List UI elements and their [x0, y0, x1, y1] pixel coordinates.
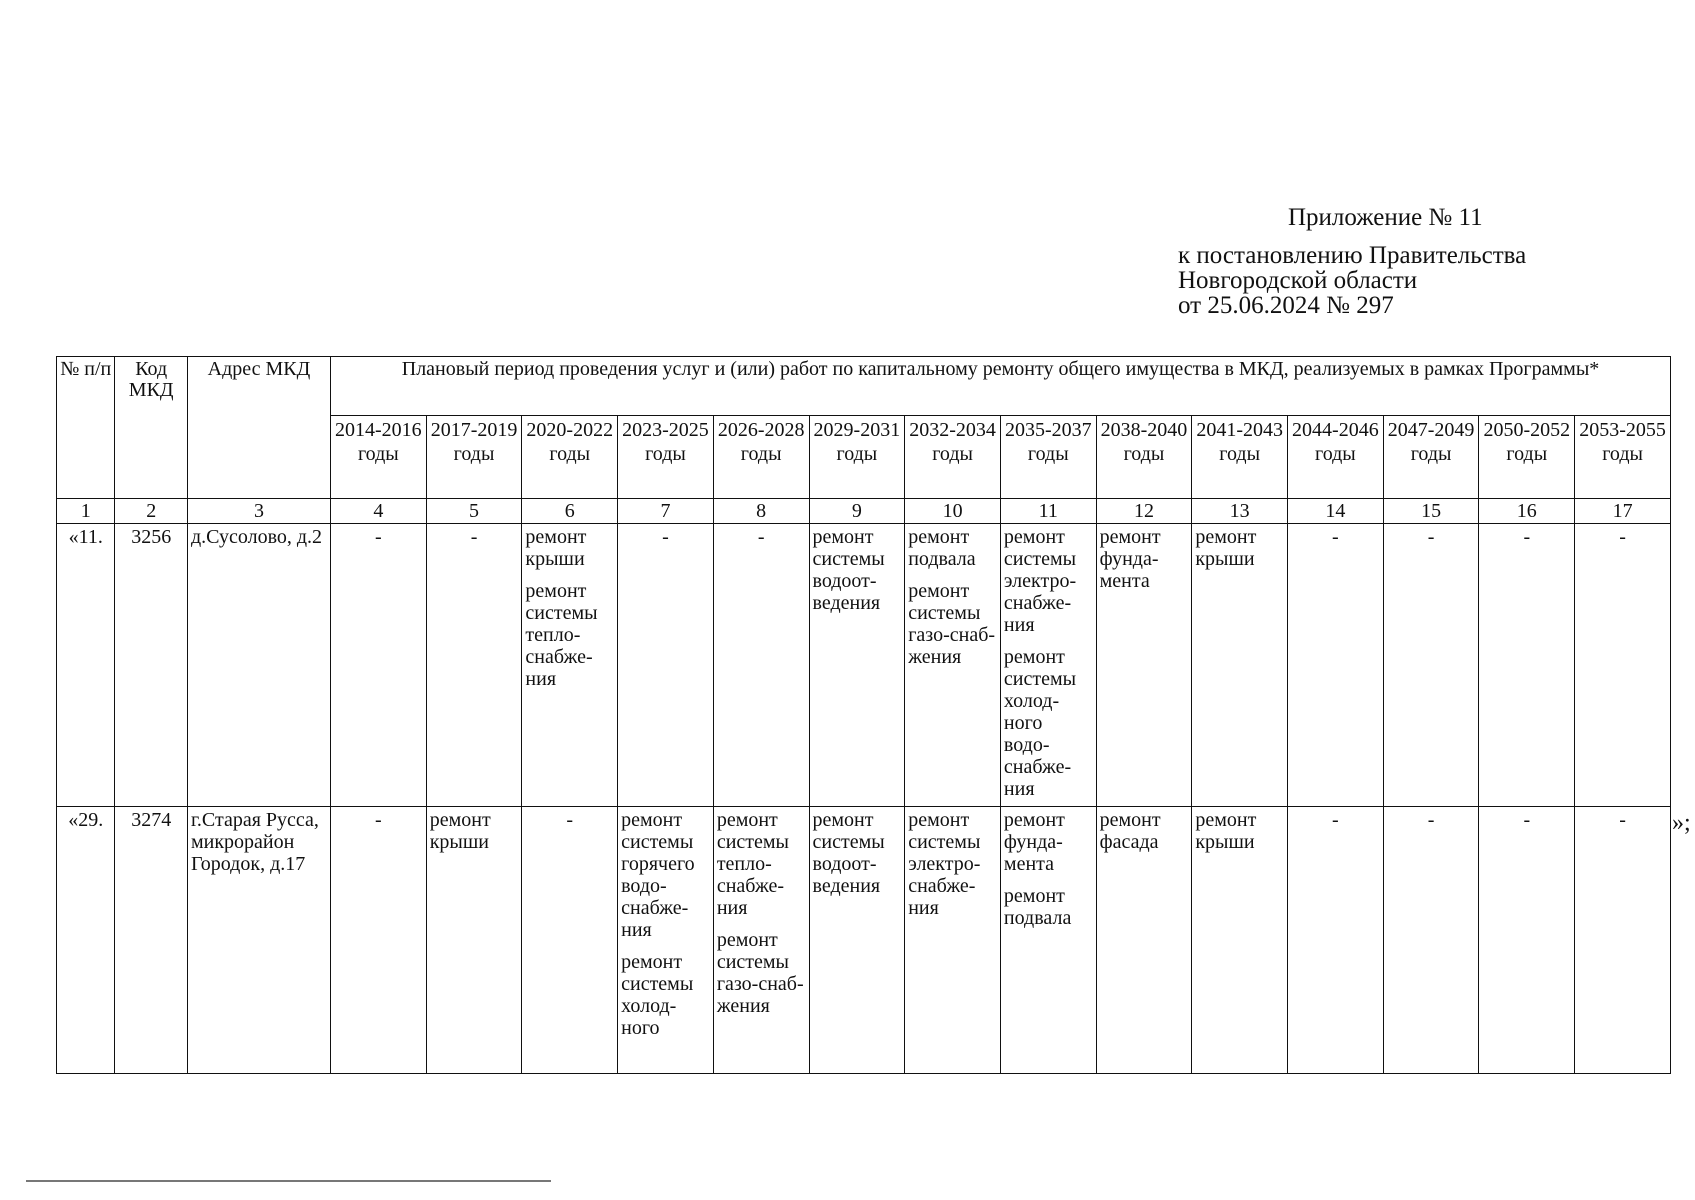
- work-item: ремонт крыши: [525, 526, 587, 570]
- year-header: 2026-2028 годы: [713, 416, 809, 499]
- column-number: 9: [809, 499, 905, 524]
- no-work-dash: -: [1619, 809, 1626, 831]
- work-cell: [522, 524, 618, 807]
- column-number: 7: [618, 499, 714, 524]
- footer-divider: [26, 1180, 551, 1182]
- work-item: ремонт фунда-мента: [1099, 526, 1161, 592]
- column-number: 17: [1575, 499, 1671, 524]
- table-row: [57, 524, 1671, 807]
- no-work-dash: -: [1332, 809, 1339, 831]
- col-header-address: Адрес МКД: [187, 357, 330, 499]
- column-number: 10: [905, 499, 1001, 524]
- year-header: 2032-2034 годы: [905, 416, 1001, 499]
- column-number: 5: [426, 499, 522, 524]
- column-number: 15: [1383, 499, 1479, 524]
- no-work-dash: -: [566, 809, 574, 831]
- column-number: 3: [187, 499, 330, 524]
- year-header: 2023-2025 годы: [618, 416, 714, 499]
- work-cell: [1192, 524, 1288, 807]
- header-line-1: к постановлению Правительства: [1178, 242, 1527, 269]
- column-number: 2: [115, 499, 188, 524]
- building-address: г.Старая Русса, микрорайон Городок, д.17: [187, 807, 330, 1074]
- work-item: ремонт системы водоот-ведения: [812, 526, 885, 614]
- year-header: 2014-2016 годы: [331, 416, 427, 499]
- column-number: 6: [522, 499, 618, 524]
- work-cell: [809, 807, 905, 1074]
- year-header: 2020-2022 годы: [522, 416, 618, 499]
- work-item: ремонт системы холод-ного водо-снабже-ния: [1003, 646, 1077, 800]
- work-item: ремонт системы водоот-ведения: [812, 809, 885, 897]
- work-cell: [522, 807, 618, 1074]
- column-number: 11: [1000, 499, 1096, 524]
- header-line-3: от 25.06.2024 № 297: [1178, 292, 1394, 319]
- work-item: ремонт фунда-мента: [1003, 809, 1065, 875]
- no-work-dash: -: [1332, 526, 1339, 548]
- no-work-dash: -: [662, 526, 669, 548]
- work-cell: [905, 807, 1001, 1074]
- work-cell: [331, 524, 427, 807]
- work-cell: [1479, 807, 1575, 1074]
- building-code: 3256: [115, 524, 188, 807]
- document-header: [1178, 205, 1526, 318]
- table-body: [57, 524, 1671, 1074]
- work-cell: [1288, 524, 1384, 807]
- work-cell: [713, 807, 809, 1074]
- work-cell: [713, 524, 809, 807]
- closing-quote: »;: [1672, 810, 1691, 836]
- work-cell: [426, 524, 522, 807]
- year-header: 2050-2052 годы: [1479, 416, 1575, 499]
- work-cell: [1000, 524, 1096, 807]
- work-cell: [1000, 807, 1096, 1074]
- work-cell: [1479, 524, 1575, 807]
- column-number: 1: [57, 499, 115, 524]
- work-item: ремонт фасада: [1099, 809, 1161, 853]
- work-cell: [809, 524, 905, 807]
- year-header: 2017-2019 годы: [426, 416, 522, 499]
- year-header: 2044-2046 годы: [1288, 416, 1384, 499]
- no-work-dash: -: [375, 526, 382, 548]
- column-number: 12: [1096, 499, 1192, 524]
- year-header: 2041-2043 годы: [1192, 416, 1288, 499]
- year-header: 2047-2049 годы: [1383, 416, 1479, 499]
- header-row-numbers: [57, 499, 1671, 524]
- work-cell: [1575, 807, 1671, 1074]
- col-header-no: № п/п: [57, 357, 115, 499]
- work-item: ремонт крыши: [429, 809, 491, 853]
- work-item: ремонт системы газо-снаб-жения: [908, 580, 996, 668]
- no-work-dash: -: [1427, 809, 1435, 831]
- column-number: 8: [713, 499, 809, 524]
- column-number: 16: [1479, 499, 1575, 524]
- work-cell: [905, 524, 1001, 807]
- work-item: ремонт системы газо-снаб-жения: [716, 929, 804, 1017]
- building-address: д.Сусолово, д.2: [187, 524, 330, 807]
- no-work-dash: -: [1523, 526, 1531, 548]
- work-cell: [426, 807, 522, 1074]
- work-cell: [1096, 524, 1192, 807]
- work-item: ремонт подвала: [908, 526, 976, 570]
- column-number: 13: [1192, 499, 1288, 524]
- column-number: 14: [1288, 499, 1384, 524]
- column-number: 4: [331, 499, 427, 524]
- work-cell: [1288, 807, 1384, 1074]
- work-item: ремонт системы тепло-снабже-ния: [716, 809, 789, 919]
- year-header: 2035-2037 годы: [1000, 416, 1096, 499]
- work-item: ремонт системы электро-снабже-ния: [1003, 526, 1077, 636]
- year-header: 2029-2031 годы: [809, 416, 905, 499]
- work-cell: [1096, 807, 1192, 1074]
- work-item: ремонт крыши: [1195, 526, 1257, 570]
- header-line-2: Новгородской области: [1178, 267, 1418, 294]
- work-cell: [1383, 524, 1479, 807]
- no-work-dash: -: [1523, 809, 1531, 831]
- header-row-1: [57, 357, 1671, 416]
- work-cell: [1383, 807, 1479, 1074]
- row-number: «11.: [57, 524, 115, 807]
- work-item: ремонт системы горячего водо-снабже-ния: [621, 809, 695, 941]
- no-work-dash: -: [1619, 526, 1626, 548]
- work-item: ремонт крыши: [1195, 809, 1257, 853]
- table-row: [57, 807, 1671, 1074]
- work-item: ремонт системы электро-снабже-ния: [908, 809, 981, 919]
- work-cell: [1192, 807, 1288, 1074]
- no-work-dash: -: [757, 526, 765, 548]
- no-work-dash: -: [470, 526, 478, 548]
- work-item: ремонт системы холод-ного: [621, 951, 694, 1039]
- work-item: ремонт системы тепло-снабже-ния: [525, 580, 598, 690]
- building-code: 3274: [115, 807, 188, 1074]
- col-header-code: Код МКД: [115, 357, 188, 499]
- year-header: 2038-2040 годы: [1096, 416, 1192, 499]
- appendix-title: Приложение № 11: [1288, 204, 1483, 231]
- work-cell: [618, 524, 714, 807]
- no-work-dash: -: [1427, 526, 1435, 548]
- work-cell: [618, 807, 714, 1074]
- work-cell: [1575, 524, 1671, 807]
- work-item: ремонт подвала: [1003, 885, 1072, 929]
- year-header: 2053-2055 годы: [1575, 416, 1671, 499]
- col-header-period: Плановый период проведения услуг и (или) работ по капитальному ремонту общего имущества в МКД, реализуемых в рамках Программы*: [331, 357, 1671, 416]
- repair-schedule-table: [56, 356, 1671, 1074]
- work-cell: [331, 807, 427, 1074]
- no-work-dash: -: [375, 809, 382, 831]
- row-number: «29.: [57, 807, 115, 1074]
